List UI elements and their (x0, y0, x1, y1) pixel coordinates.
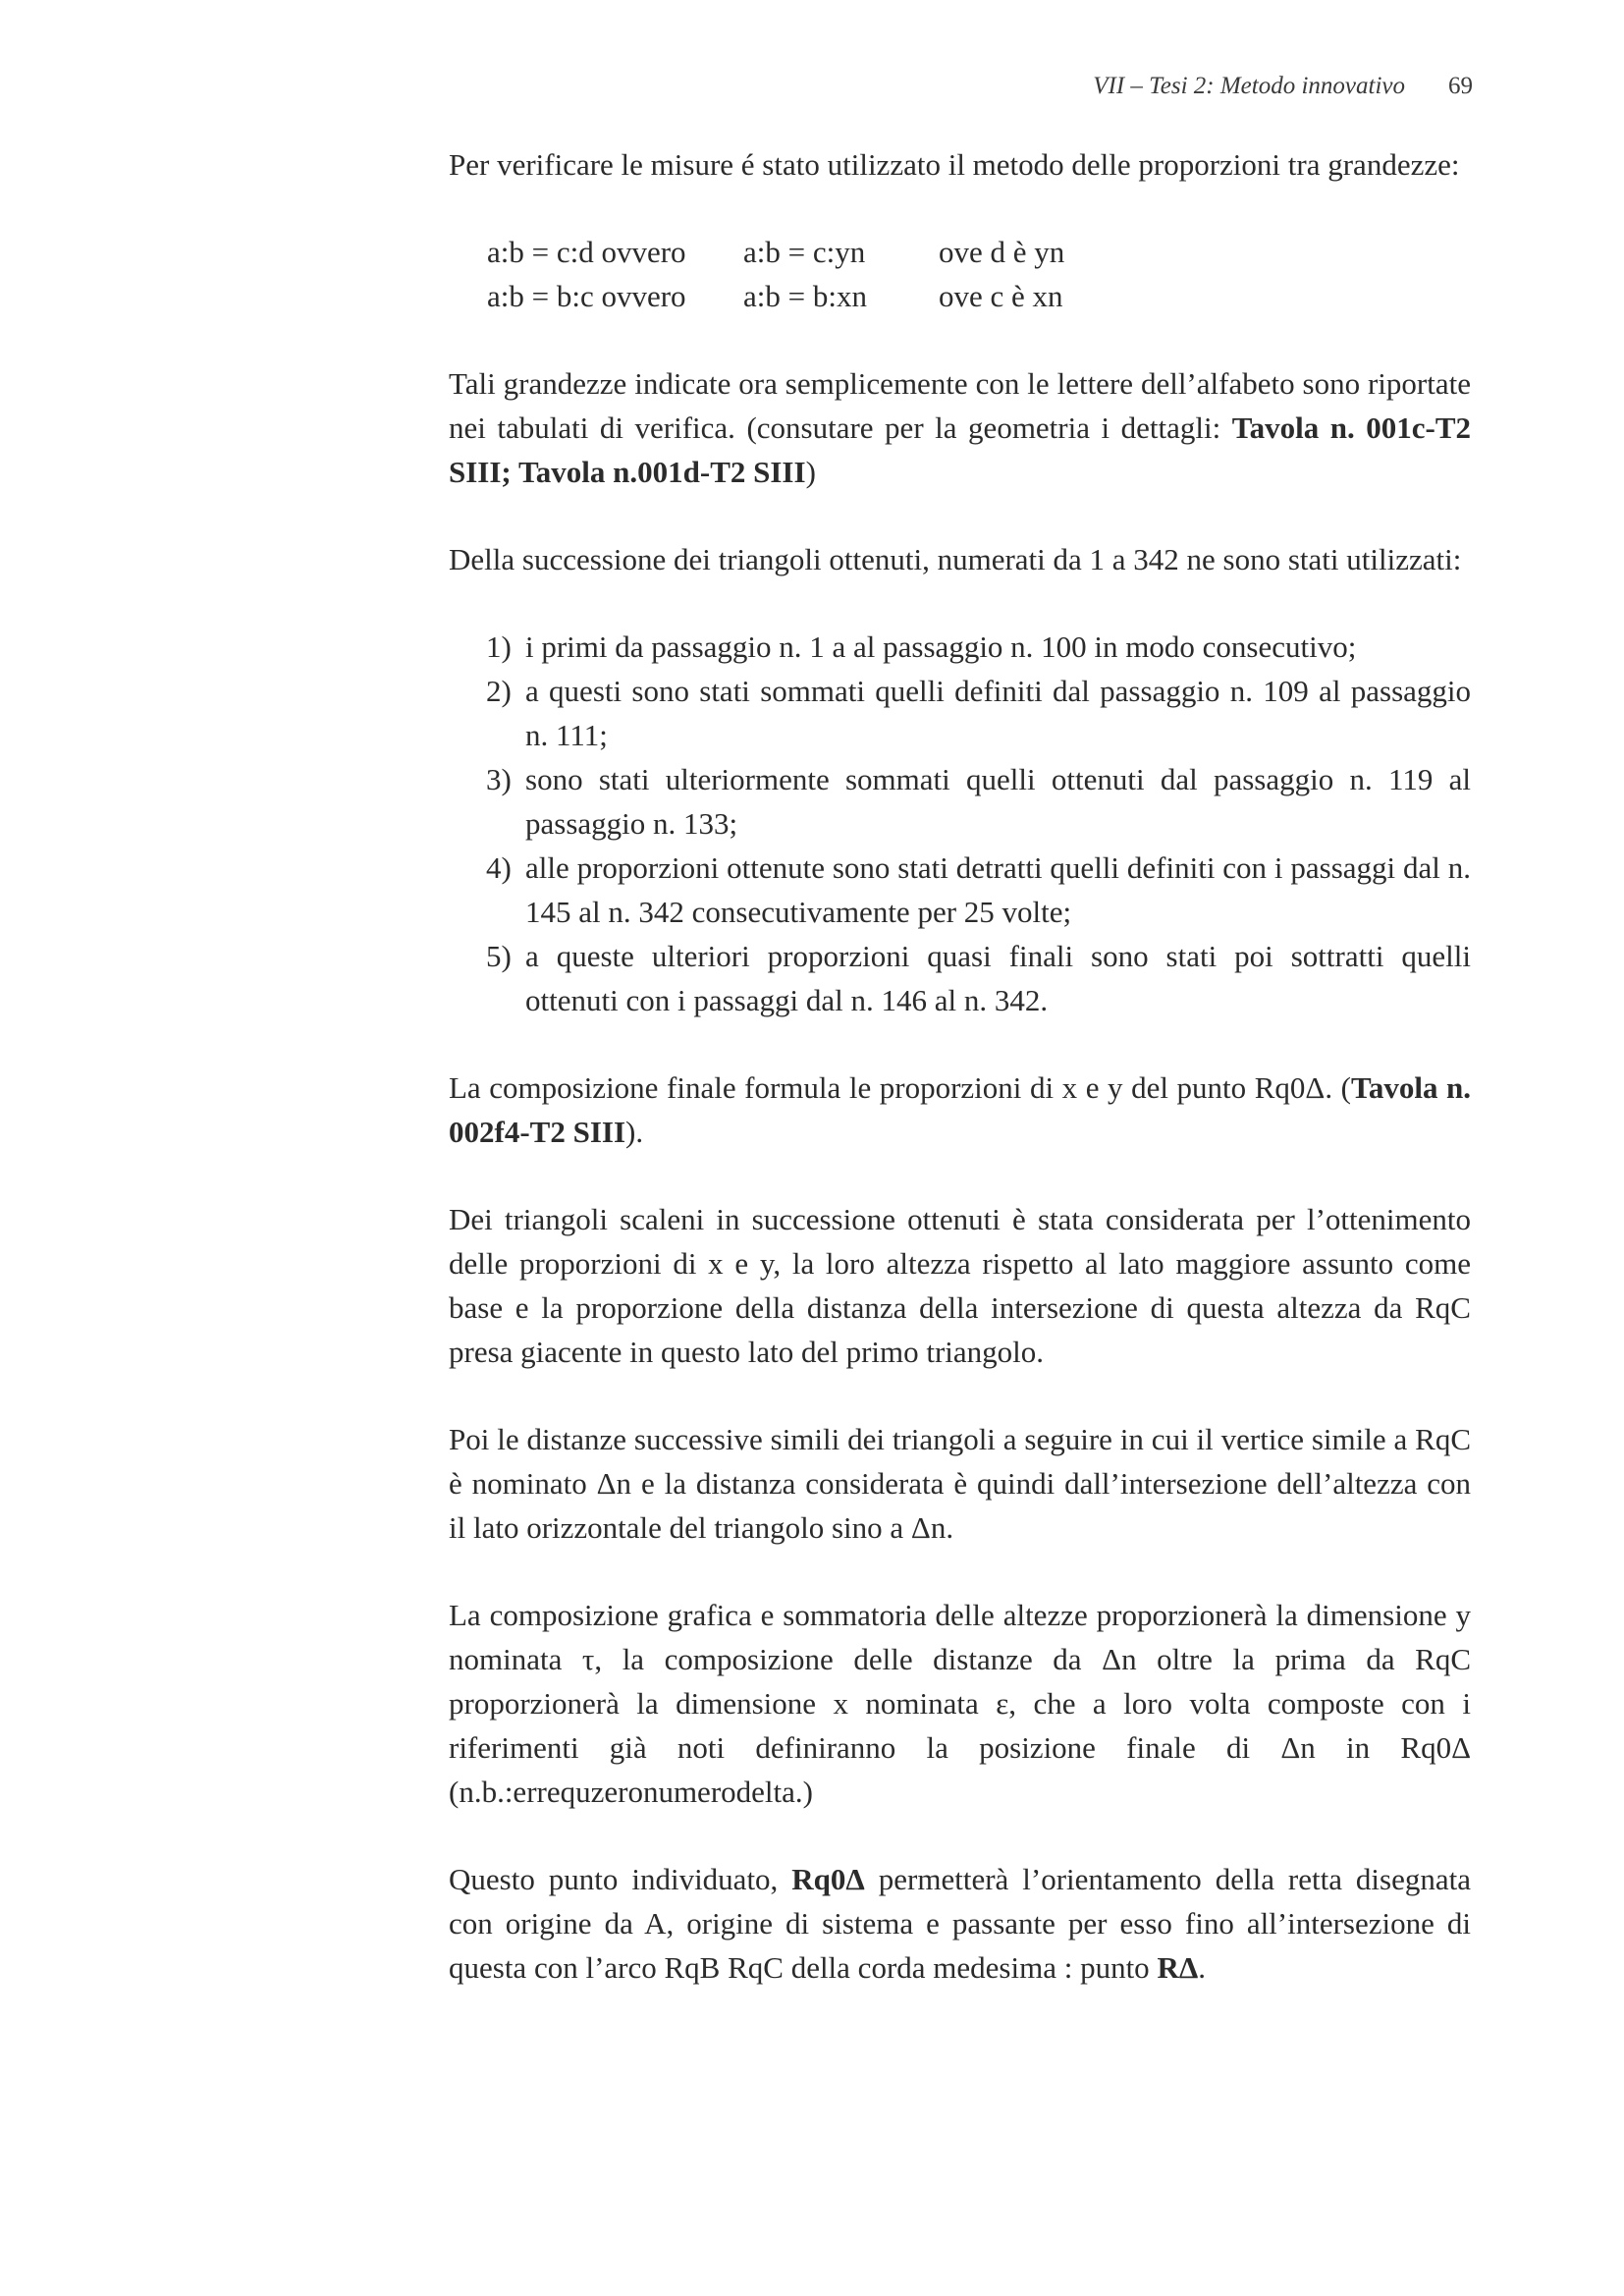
list-number: 3) (486, 762, 512, 796)
list-text: alle proporzioni ottenute sono stati detratti quelli definiti con i passaggi dal n. 145 al n. 342 consecutivamente per 25 volte; (525, 850, 1471, 929)
paragraph-composizione-grafica: La composizione grafica e sommatoria delle altezze proporzionerà la dimensione y nominata τ, la composizione delle distanze da Δn oltre la prima da RqC proporzionerà la dimensione x nominata ε, che a loro volta composte con i riferimenti già noti definiranno la posizione finale di Δn in Rq0Δ (n.b.:errequzeronumerodelta.) (449, 1598, 1471, 1809)
paragraph-successione: Della successione dei triangoli ottenuti, numerati da 1 a 342 ne sono stati utilizzati: (449, 542, 1462, 576)
text-run: Questo punto individuato, (449, 1862, 792, 1896)
page-body (449, 142, 1471, 1990)
list-item (449, 934, 1471, 1022)
text-run: ). (625, 1115, 644, 1149)
list-item (449, 757, 1471, 846)
list-number: 1) (486, 629, 512, 664)
equation-cell: a:b = b:xn (743, 279, 867, 313)
paragraph-punto-individuato (449, 1857, 1471, 1990)
reference-tavola: Tavola n. 001c-T2 SIII; Tavola n.001d-T2 SIII (449, 410, 1472, 489)
list-number: 5) (486, 939, 512, 973)
equation-row (487, 274, 1471, 318)
page-number: 69 (1448, 73, 1473, 99)
equation-cell: a:b = c:yn (743, 235, 866, 269)
list-number: 4) (486, 850, 512, 885)
list-text: a questi sono stati sommati quelli definiti dal passaggio n. 109 al passaggio n. 111; (525, 674, 1471, 752)
equation-cell: ove c è xn (939, 279, 1063, 313)
text-run: Tali grandezze indicate ora semplicemente con le lettere dell’alfabeto sono riportate nei tabulati di verifica. (consutare per la geometria i dettagli: (449, 366, 1471, 445)
list-item (449, 669, 1471, 757)
list-item (449, 625, 1471, 669)
list-text: a queste ulteriori proporzioni quasi finali sono stati poi sottratti quelli ottenuti con i passaggi dal n. 146 al n. 342. (525, 939, 1471, 1017)
paragraph-tabulati (449, 361, 1471, 494)
paragraph-triangoli-scaleni: Dei triangoli scaleni in successione ottenuti è stata considerata per l’ottenimento delle proporzioni di x e y, la loro altezza rispetto al lato maggiore assunto come base e la proporzione della distanza della intersezione di questa altezza da RqC presa giacente in questo lato del primo triangolo. (449, 1202, 1471, 1369)
reference-tavola: Tavola n. 002f4-T2 SIII (449, 1070, 1472, 1149)
paragraph-distanze: Poi le distanze successive simili dei triangoli a seguire in cui il vertice simile a RqC è nominato Δn e la distanza considerata è quindi dall’intersezione dell’altezza con il lato orizzontale del triangolo sino a Δn. (449, 1422, 1471, 1545)
equation-cell: a:b = b:c ovvero (487, 279, 686, 313)
equation-row (487, 230, 1471, 274)
list-text: sono stati ulteriormente sommati quelli ottenuti dal passaggio n. 119 al passaggio n. 133; (525, 762, 1471, 841)
bold-term: RΔ (1157, 1950, 1199, 1985)
equation-cell: a:b = c:d ovvero (487, 235, 686, 269)
running-header (982, 73, 1473, 112)
steps-list (449, 625, 1471, 1022)
paragraph-intro: Per verificare le misure é stato utilizzato il metodo delle proporzioni tra grandezze: (449, 147, 1460, 182)
text-run: permetterà l’orientamento della retta disegnata con origine da A, origine di sistema e passante per esso fino all’intersezione di questa con l’arco RqB RqC della corda medesima : punto (449, 1862, 1471, 1985)
equation-cell: ove d è yn (939, 235, 1065, 269)
text-run: La composizione finale formula le proporzioni di x e y del punto Rq0Δ. ( (449, 1070, 1351, 1105)
text-run: ) (805, 455, 816, 489)
list-text: i primi da passaggio n. 1 a al passaggio n. 100 in modo consecutivo; (525, 629, 1357, 664)
list-number: 2) (486, 674, 512, 708)
paragraph-composizione-finale (449, 1066, 1471, 1154)
list-item (449, 846, 1471, 934)
text-run: . (1198, 1950, 1207, 1985)
bold-term: Rq0Δ (791, 1862, 865, 1896)
equations-block (487, 230, 1471, 318)
header-title: VII – Tesi 2: Metodo innovativo (1093, 73, 1405, 99)
